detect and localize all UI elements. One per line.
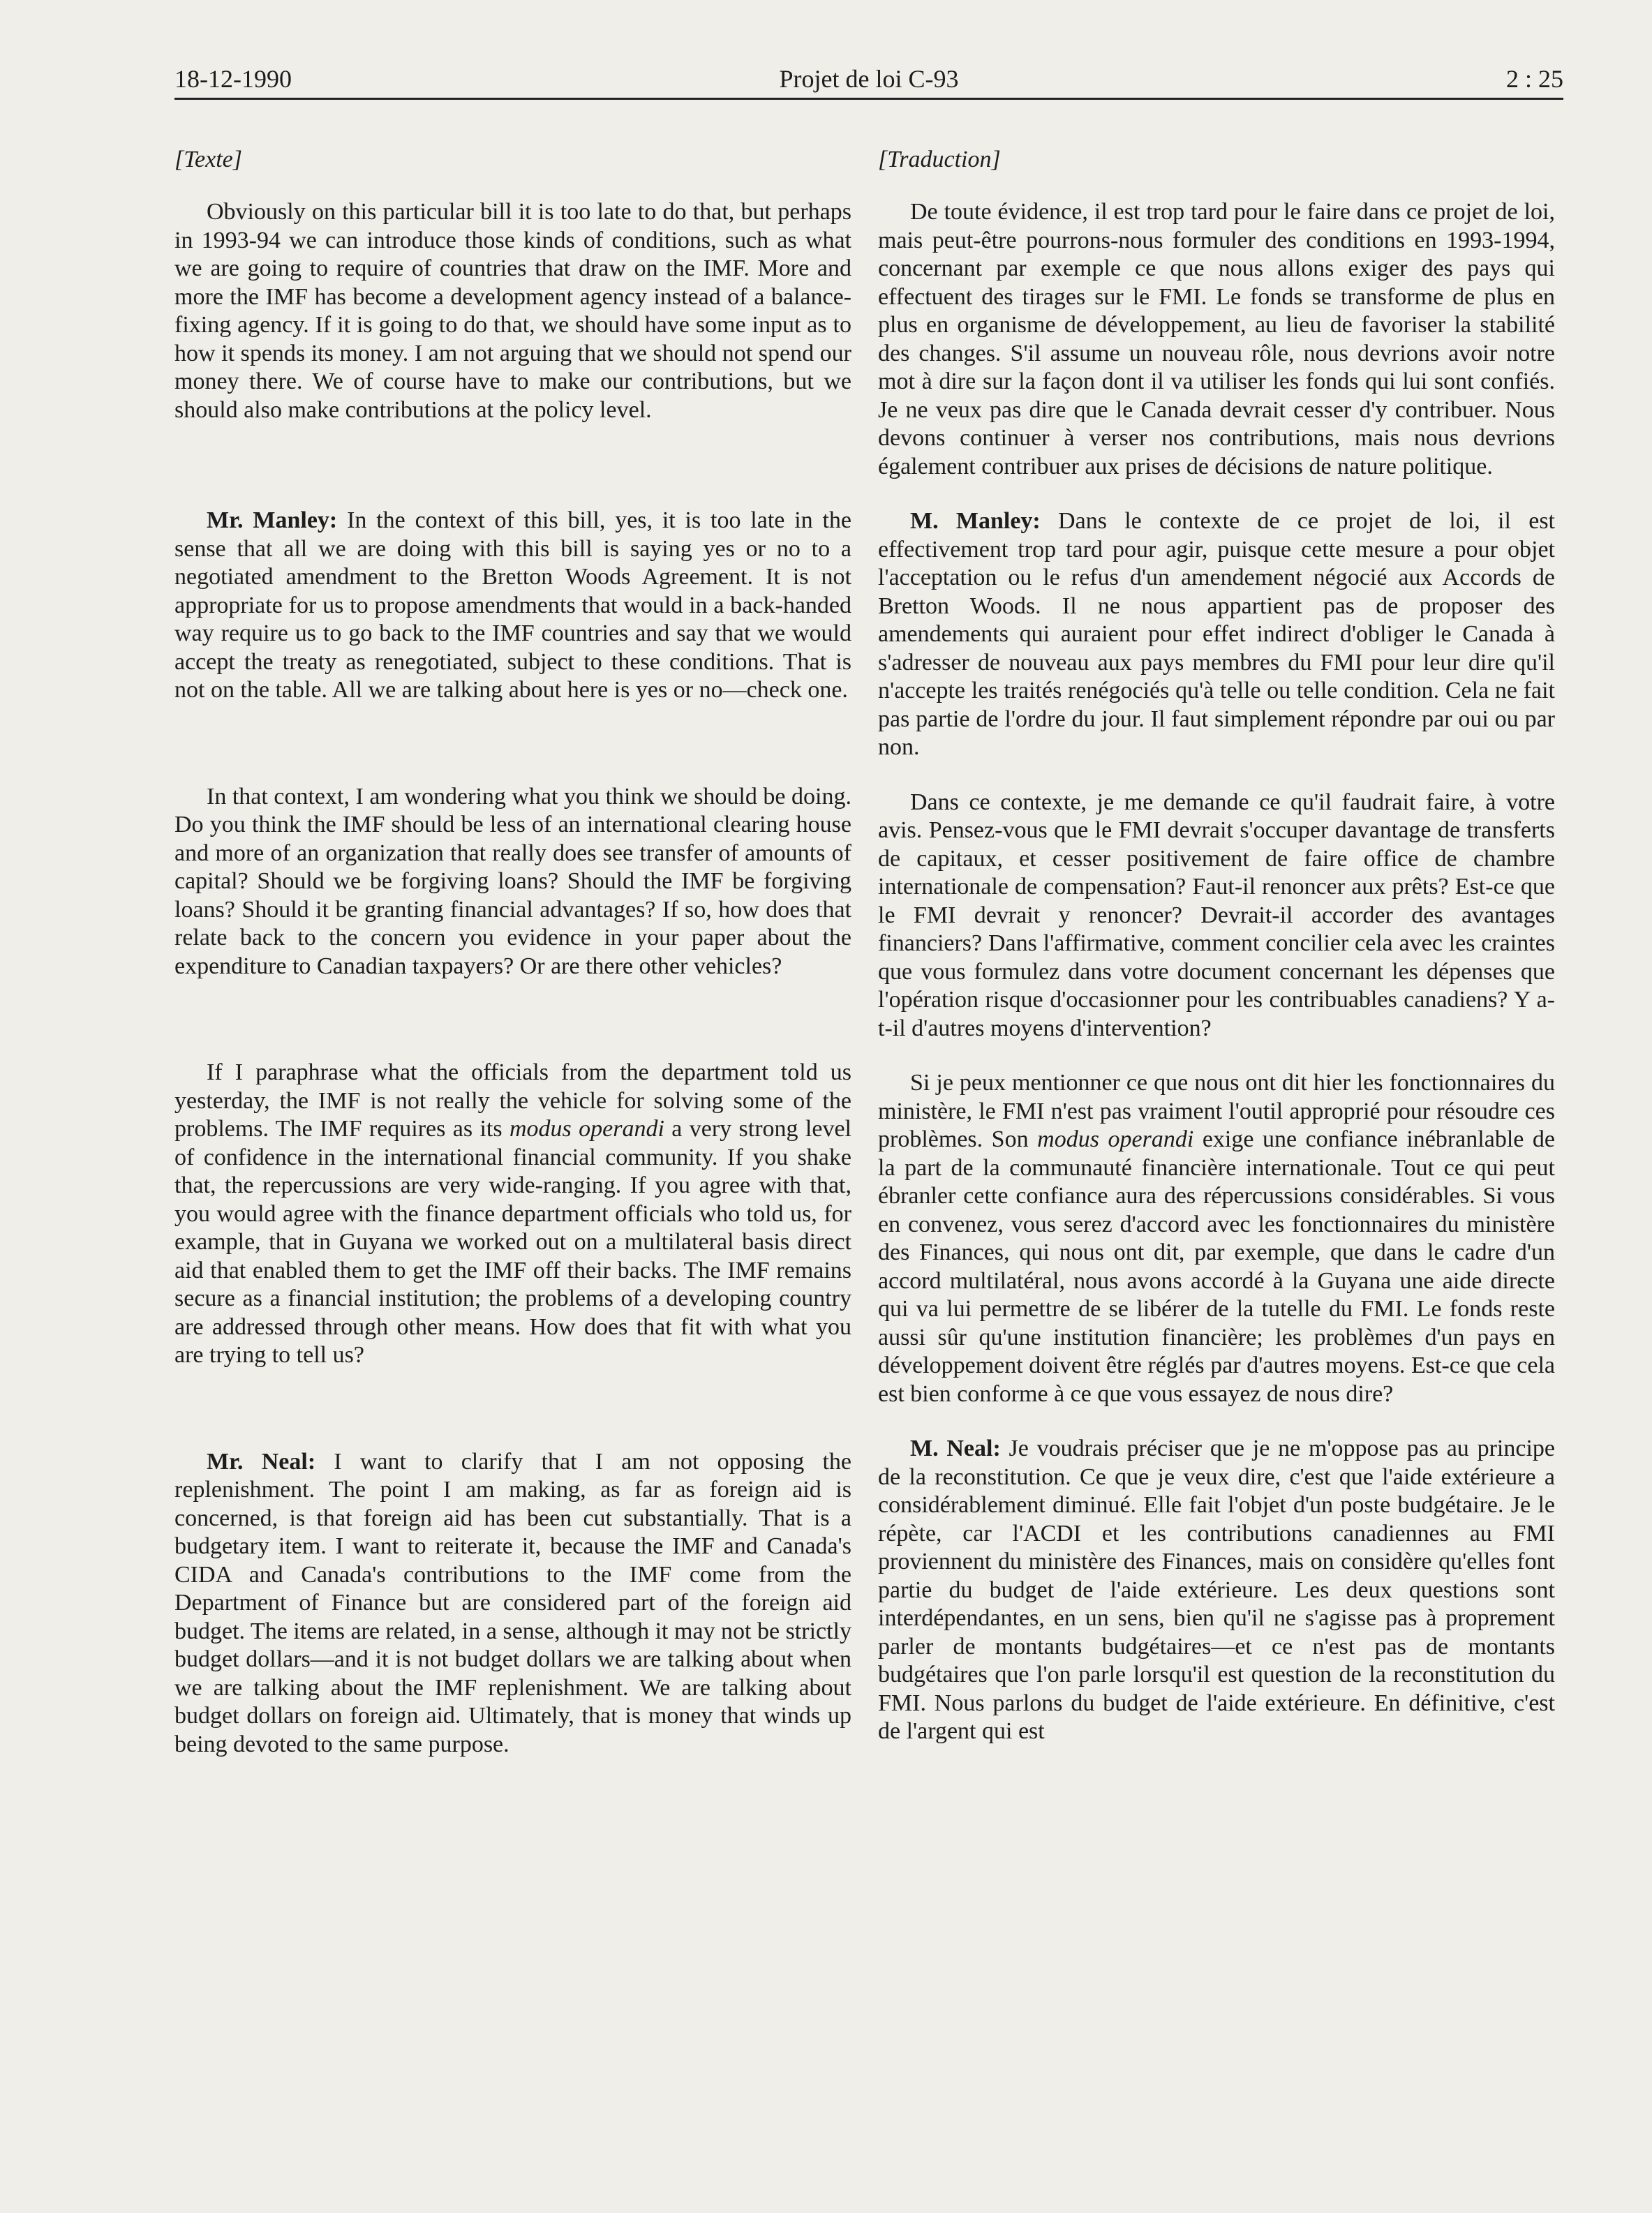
running-header <box>174 56 1563 100</box>
french-column <box>878 147 1555 1773</box>
paragraph-manley <box>174 507 851 705</box>
text-segment: exige une confiance inébranlable de la part de la communauté financière internationale. Tout ce qui peut ébranler cette confiance aura des répercussions considérables. Si vous en convenez, vous serez d'accord avec les fonctionnaires du ministère des Finances, qui nous ont dit, par exemple, que dans le cadre d'un accord multilatéral, nous avons accordé à la Guyana une aide directe qui va lui permettre de se libérer de la tutelle du FMI. Le fonds reste aussi sûr qu'une institution financière; les problèmes d'un pays en développement doivent être réglés par d'autres moyens. Est-ce que cela est bien conforme à ce que vous essayez de nous dire? <box>878 1126 1555 1407</box>
speaker-name: Mr. Manley: <box>207 507 338 533</box>
paragraph-neal <box>878 1435 1555 1746</box>
paragraph <box>174 1059 851 1370</box>
header-page-number: 2 : 25 <box>1505 65 1563 93</box>
paragraph: Dans ce contexte, je me demande ce qu'il faudrait faire, à votre avis. Pensez-vous que le FMI devrait s'occuper davantage de transferts de capitaux, et cesser positivement de faire office de chambre internationale de compensation? Faut-il renoncer aux prêts? Est-ce que le FMI devrait y renoncer? Devrait-il accorder des avantages financiers? Dans l'affirmative, comment concilier cela avec les craintes que vous formulez dans votre document concernant les dépenses que l'opération risque d'occasionner pour les contribuables canadiens? Y a-t-il d'autres moyens d'intervention? <box>878 789 1555 1041</box>
paragraph-neal <box>174 1448 851 1759</box>
paragraph-manley <box>878 507 1555 762</box>
english-column <box>174 147 851 1837</box>
speech-text: In the context of this bill, yes, it is too late in the sense that all we are doing with this bill is saying yes or no to a negotiated amendment to the Bretton Woods Agreement. It is not appropriate for us to propose amendments that would in a back-handed way require us to go back to the IMF countries and say that we would accept the treaty as renegotiated, subject to these conditions. That is not on the table. All we are talking about here is yes or no—check one. <box>174 507 852 703</box>
paragraph: Obviously on this particular bill it is too late to do that, but perhaps in 1993-94 we can introduce those kinds of conditions, such as what we are going to require of countries that draw on the IMF. More and more the IMF has become a development agency instead of a balance-fixing agency. If it is going to do that, we should have some input as to how it spends its money. I am not arguing that we should not spend our money there. We of course have to make our contributions, but we should also make contributions at the policy level. <box>174 199 851 423</box>
italic-term: modus operandi <box>1037 1126 1194 1152</box>
speaker-name: M. Neal: <box>910 1436 1001 1461</box>
text-segment: If I paraphrase what the officials from the department told us yesterday, the IMF is not really the vehicle for solving some of the problems. The IMF requires as its <box>174 1059 851 1142</box>
speaker-name: M. Manley: <box>910 508 1041 534</box>
speaker-name: Mr. Neal: <box>207 1448 316 1475</box>
paragraph <box>878 1069 1555 1408</box>
header-title: Projet de loi C-93 <box>779 65 959 93</box>
text-segment: a very strong level of confidence in the international financial community. If you shake that, the repercussions are very wide-ranging. If you agree with that, you would agree with the finance department officials who told us, for example, that in Guyana we worked out on a multilateral basis direct aid that enabled them to get the IMF off their backs. The IMF remains secure as a financial institution; the problems of a developing country are addressed through other means. How does that fit with what you are trying to tell us? <box>174 1116 851 1368</box>
text-segment: Si je peux mentionner ce que nous ont dit hier les fonctionnaires du ministère, le FMI n'est pas vraiment l'outil approprié pour résoudre ces problèmes. Son <box>878 1070 1555 1152</box>
italic-term: modus operandi <box>509 1116 664 1142</box>
paragraph: In that context, I am wondering what you think we should be doing. Do you think the IMF should be less of an international clearing house and more of an organization that really does see transfer of amounts of capital? Should we be forgiving loans? Should the IMF be forgiving loans? Should it be granting financial advantages? If so, how does that relate back to the concern you evidence in your paper about the expenditure to Canadian taxpayers? Or are there other vehicles? <box>174 783 851 979</box>
speech-text: Je voudrais préciser que je ne m'oppose pas au principe de la reconstitution. Ce que je veux dire, c'est que l'aide extérieure a considérablement diminué. Elle fait l'objet d'un poste budgétaire. Je le répète, car l'ACDI et les contributions canadiennes au FMI proviennent du ministère des Finances, mais on considère qu'elles font partie du budget de l'aide extérieure. Les deux questions sont interdépendantes, en un sens, bien qu'il ne s'agisse pas à proprement parler de montants budgétaires—et ce n'est pas de montants budgétaires que l'on parle lorsqu'il est question de la reconstitution du FMI. Nous parlons du budget de l'aide extérieure. En définitive, c'est de l'argent qui est <box>878 1436 1555 1744</box>
traduction-tag: [Traduction] <box>878 147 1001 172</box>
speech-text: Dans le contexte de ce projet de loi, il est effectivement trop tard pour agir, puisque cette mesure a pour objet l'acceptation ou le refus d'un amendement négocié aux Accords de Bretton Woods. Il ne nous appartient pas de proposer des amendements qui auraient pour effet indirect d'obliger le Canada à s'adresser de nouveau aux pays membres du FMI pour leur dire qu'il n'accepte les traités renégociés qu'à telle ou telle condition. Cela ne fait pas partie de l'ordre du jour. Il faut simplement répondre par oui ou par non. <box>878 508 1555 760</box>
texte-tag: [Texte] <box>174 147 242 172</box>
speech-text: I want to clarify that I am not opposing the replenishment. The point I am making, as far as foreign aid is concerned, is that foreign aid has been cut substantially. That is a budgetary item. I want to reiterate it, because the IMF and Canada's CIDA and Canada's contributions to the IMF come from the Department of Finance but are considered part of the foreign aid budget. The items are related, in a sense, although it may not be strictly budget dollars—and it is not budget dollars we are talking about when we are talking about the IMF replenishment. We are talking about budget dollars on foreign aid. Ultimately, that is money that winds up being devoted to the same purpose. <box>174 1448 851 1757</box>
paragraph: De toute évidence, il est trop tard pour le faire dans ce projet de loi, mais peut-être pourrons-nous formuler des conditions en 1993-1994, concernant par exemple ce que nous allons exiger des pays qui effectuent des tirages sur le FMI. Le fonds se transforme de plus en plus en organisme de développement, au lieu de favoriser la stabilité des changes. S'il assume un nouveau rôle, nous devrions avoir notre mot à dire sur la façon dont il va utiliser les fonds qui lui sont confiés. Je ne veux pas dire que le Canada devrait cesser d'y contribuer. Nous devons continuer à verser nos contributions, mais nous devrions également contribuer aux prises de décisions de nature politique. <box>878 199 1555 479</box>
header-date: 18-12-1990 <box>174 65 292 93</box>
